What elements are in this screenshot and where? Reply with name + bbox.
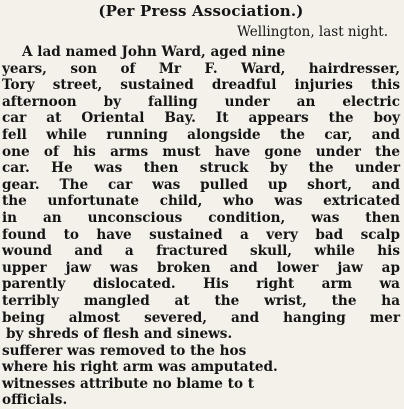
article-line: being almost severed, and hanging mer bbox=[2, 309, 400, 326]
article-line: A lad named John Ward, aged nine bbox=[22, 44, 286, 60]
article-line: officials. bbox=[2, 392, 68, 409]
article-line: years, son of Mr F. Ward, hairdresser, bbox=[2, 60, 400, 77]
article-line: by shreds of flesh and sinews. bbox=[6, 326, 233, 343]
source-line: (Per Press Association.) bbox=[98, 2, 304, 20]
article-line: in an unconscious condition, was then bbox=[2, 209, 400, 226]
article-line: terribly mangled at the wrist, the ha bbox=[2, 292, 400, 309]
article-body bbox=[2, 44, 400, 409]
article-line: one of his arms must have gone under the bbox=[2, 143, 400, 160]
article-line: parently dislocated. His right arm wa bbox=[2, 276, 400, 293]
article-line: car at Oriental Bay. It appears the boy bbox=[2, 110, 400, 127]
article-line: found to have sustained a very bad scalp bbox=[2, 226, 400, 243]
article-line: Tory street, sustained dreadful injuries this bbox=[2, 77, 400, 94]
article-line: witnesses attribute no blame to t bbox=[2, 375, 255, 392]
article-line: sufferer was removed to the hos bbox=[2, 342, 247, 359]
article-line: upper jaw was broken and lower jaw ap bbox=[2, 259, 400, 276]
article-line: afternoon by falling under an electric bbox=[2, 93, 400, 110]
article-line: the unfortunate child, who was extricated bbox=[2, 193, 400, 210]
article-line: fell while running alongside the car, and bbox=[2, 126, 400, 143]
dateline: Wellington, last night. bbox=[237, 24, 388, 40]
article-line: car. He was then struck by the under bbox=[2, 160, 400, 177]
article-line: gear. The car was pulled up short, and bbox=[2, 176, 400, 193]
article-line: where his right arm was amputated. bbox=[2, 359, 278, 376]
article-line: wound and a fractured skull, while his bbox=[2, 243, 400, 260]
